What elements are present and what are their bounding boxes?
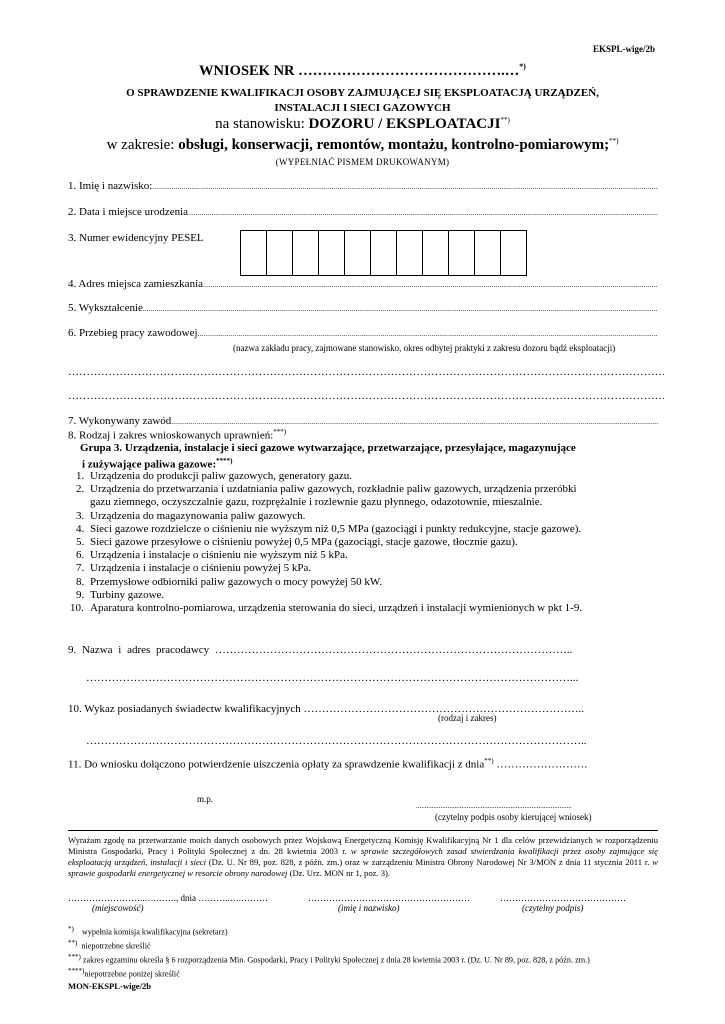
fill-instruction: (WYPEŁNIAĆ PISMEM DRUKOWANYM) xyxy=(275,157,450,167)
certificates-note: (rodzaj i zakres) xyxy=(438,713,497,723)
footnote: **) niepotrzebne skreślić xyxy=(68,939,151,951)
pesel-digit-box[interactable] xyxy=(371,231,397,275)
list-item[interactable]: 6. Urządzenia i instalacje o ciśnieniu nie wyższym niż 5 kPa. xyxy=(76,549,348,562)
signature-line[interactable]: ......................................................................................... xyxy=(416,802,572,810)
list-item[interactable]: 9. Turbiny gazowe. xyxy=(76,588,165,601)
form-title xyxy=(0,62,725,80)
employer-line-2[interactable]: ……………………………………………………………………………………………………………………... xyxy=(86,672,579,684)
name-label: (imię i nazwisko) xyxy=(338,903,400,913)
field-permissions xyxy=(68,428,286,442)
place-date-line[interactable]: ……………………..….……., dnia ………..….……… xyxy=(68,893,268,903)
form-code-top: EKSPL-wige/2b xyxy=(592,44,655,54)
field-birth-label: 2. Data i miejsce urodzenia xyxy=(68,206,189,218)
stamp-place-label: m.p. xyxy=(197,794,214,804)
place-label: (miejscowość) xyxy=(92,903,144,913)
field-education-label: 5. Wykształcenie xyxy=(68,302,143,314)
field-occupation[interactable] xyxy=(68,415,658,427)
scope-value[interactable]: obsługi, konserwacji, remontów, montażu, kontrolno-pomiarowym; xyxy=(178,137,610,153)
field-certificates[interactable]: 10. Wykaz posiadanych świadectw kwalifikacyjnych ………………………………………………………………….. xyxy=(68,703,585,715)
fee-footnote-mark: **) xyxy=(484,757,494,765)
fee-label: 11. Do wniosku dołączono potwierdzenie uiszczenia opłaty za sprawdzenie kwalifikacji z dnia xyxy=(68,758,485,771)
field-pesel-label: 3. Numer ewidencyjny PESEL xyxy=(68,232,204,244)
list-item-continuation: gazu ziemnego, oczyszczalnie gazu, rozprężalnie i rozlewnie gazu płynnego, odazotownie, mieszalnie. xyxy=(90,496,543,509)
pesel-digit-box[interactable] xyxy=(449,231,475,275)
title-footnote-mark: *) xyxy=(519,62,526,71)
position-value[interactable]: DOZORU / EKSPLOATACJI xyxy=(308,116,501,132)
certificates-line-2[interactable]: ……………………………………………………………………………………………………………………….. xyxy=(86,735,587,747)
work-history-line-3[interactable] xyxy=(68,390,664,402)
group-3-heading xyxy=(80,442,660,472)
scope-prefix: w zakresie: xyxy=(106,137,175,153)
title-text: WNIOSEK NR …………………………………….… xyxy=(199,62,520,79)
form-code-bottom: MON-EKSPL-wige/2b xyxy=(68,980,152,991)
field-occupation-label: 7. Wykonywany zawód xyxy=(68,415,172,427)
field-work-history-label: 6. Przebieg pracy zawodowej xyxy=(68,327,198,339)
pesel-digit-box[interactable] xyxy=(241,231,267,275)
device-list xyxy=(70,470,656,615)
pesel-digit-box[interactable] xyxy=(293,231,319,275)
pesel-digit-box[interactable] xyxy=(345,231,371,275)
field-work-history[interactable] xyxy=(68,327,658,339)
field-full-name[interactable] xyxy=(68,180,658,192)
pesel-digit-box[interactable] xyxy=(501,231,526,275)
pesel-digit-box[interactable] xyxy=(423,231,449,275)
footnote: *) wypełnia komisja kwalifikacyjna (sekretarz) xyxy=(68,925,228,937)
fee-date-dots[interactable]: ……………………. xyxy=(493,758,588,771)
subtitle-line-2: INSTALACJI I SIECI GAZOWYCH xyxy=(274,102,451,114)
field-birth-date-place[interactable] xyxy=(68,206,658,218)
pesel-digit-box[interactable] xyxy=(319,231,345,275)
group-3-line-1: Grupa 3. Urządzenia, instalacje i sieci gazowe wytwarzające, przetwarzające, przesyłające, magazynujące xyxy=(80,442,576,454)
scope-line xyxy=(0,137,725,154)
footnote: ****)niepotrzebne poniżej skreślić xyxy=(68,967,180,980)
list-item[interactable]: 1. Urządzenia do produkcji paliw gazowych, generatory gazu. xyxy=(76,470,353,482)
footnote: ***) zakres egzaminu określa § 6 rozporządzenia Min. Gospodarki, Pracy i Polityki Społecznej z dnia 28 kwietnia 2003 r. (Dz. U. Nr 89, poz. 828, z późn. zm.) xyxy=(68,953,590,966)
field-fee-confirmation[interactable] xyxy=(68,757,587,771)
position-line xyxy=(0,116,725,133)
pesel-digit-box[interactable] xyxy=(397,231,423,275)
pesel-digit-box[interactable] xyxy=(475,231,501,275)
field-permissions-label: 8. Rodzaj i zakres wnioskowanych uprawnień: xyxy=(68,429,274,442)
position-prefix: na stanowisku: xyxy=(215,116,305,132)
work-history-line-2[interactable] xyxy=(68,366,664,378)
signature-label: (czytelny podpis osoby kierującej wniosek) xyxy=(435,812,592,822)
list-item[interactable]: 2. Urządzenia do przetwarzania i uzdatniania paliw gazowych, rozkładnie paliw gazowych, urządzenia przeróbki xyxy=(76,483,577,496)
permissions-footnote-mark: ***) xyxy=(273,428,287,436)
footnotes xyxy=(68,924,590,991)
field-full-name-label: 1. Imię i nazwisko: xyxy=(68,180,153,192)
list-item[interactable]: 8. Przemysłowe odbiorniki paliw gazowych o mocy powyżej 50 kW. xyxy=(76,575,382,588)
position-footnote-mark: **) xyxy=(500,116,510,124)
data-consent-paragraph: Wyrażam zgodę na przetwarzanie moich danych osobowych przez Wojskową Energetyczną Komisję Kwalifikacyjną Nr 1 dla celów przewidzianych w rozporządzeniu Ministra Gospodarki, Pracy i Polityki Społecznej z dn. 28 kwietnia 2003 r. w sprawie szczegółowych zasad stwierdzania kwalifikacji przez osoby zajmujące się eksploatacją urządzeń, instalacji i sieci (Dz. U. Nr 89, poz. 828, z późn. zm.) oraz w zarządzeniu Ministra Obrony Narodowej Nr 3/MON z dnia 11 stycznia 2011 r. w sprawie gospodarki energetycznej w resorcie obrony narodowej (Dz. Urz. MON nr 1, poz. 3). xyxy=(68,835,658,878)
scope-footnote-mark: **) xyxy=(609,137,619,145)
divider xyxy=(68,830,658,831)
group-footnote-mark: ****) xyxy=(216,457,233,465)
list-item[interactable]: 5. Sieci gazowe przesyłowe o ciśnieniu powyżej 0,5 MPa (gazociągi, stacje gazowe, tłocznie gazu). xyxy=(76,536,518,549)
consent-signature-line[interactable]: …………………………………… xyxy=(500,893,626,903)
work-history-note: (nazwa zakładu pracy, zajmowane stanowisko, okres odbytej praktyki z zakresu dozoru bądź eksploatacji) xyxy=(233,343,616,353)
field-education[interactable] xyxy=(68,302,658,314)
field-employer[interactable]: 9. Nazwa i adres pracodawcy …………………………………………………………………………………….. xyxy=(68,644,573,656)
group-3-line-2: i zużywające paliwa gazowe: xyxy=(82,458,217,471)
name-line[interactable]: ……………………………………………… xyxy=(308,893,470,903)
list-item[interactable]: 4. Sieci gazowe rozdzielcze o ciśnieniu nie wyższym niż 0,5 MPa (gazociągi i punkty redukcyjne, stacje gazowe). xyxy=(76,522,582,535)
list-item[interactable]: 7. Urządzenia i instalacje o ciśnieniu powyżej 5 kPa. xyxy=(76,562,312,575)
list-item[interactable]: 10. Aparatura kontrolno-pomiarowa, urządzenia sterowania do sieci, urządzeń i instalacji wymienionych w pkt 1-9. xyxy=(70,602,583,615)
pesel-input-boxes[interactable] xyxy=(240,230,527,276)
subtitle-line-1: O SPRAWDZENIE KWALIFIKACJI OSOBY ZAJMUJĄCEJ SIĘ EKSPLOATACJĄ URZĄDZEŃ, xyxy=(126,87,599,99)
field-address-label: 4. Adres miejsca zamieszkania xyxy=(68,278,204,290)
pesel-digit-box[interactable] xyxy=(267,231,293,275)
consent-signature-label: (czytelny podpis) xyxy=(522,903,584,913)
field-address[interactable] xyxy=(68,278,658,290)
list-item[interactable]: 3. Urządzenia do magazynowania paliw gazowych. xyxy=(76,509,306,522)
